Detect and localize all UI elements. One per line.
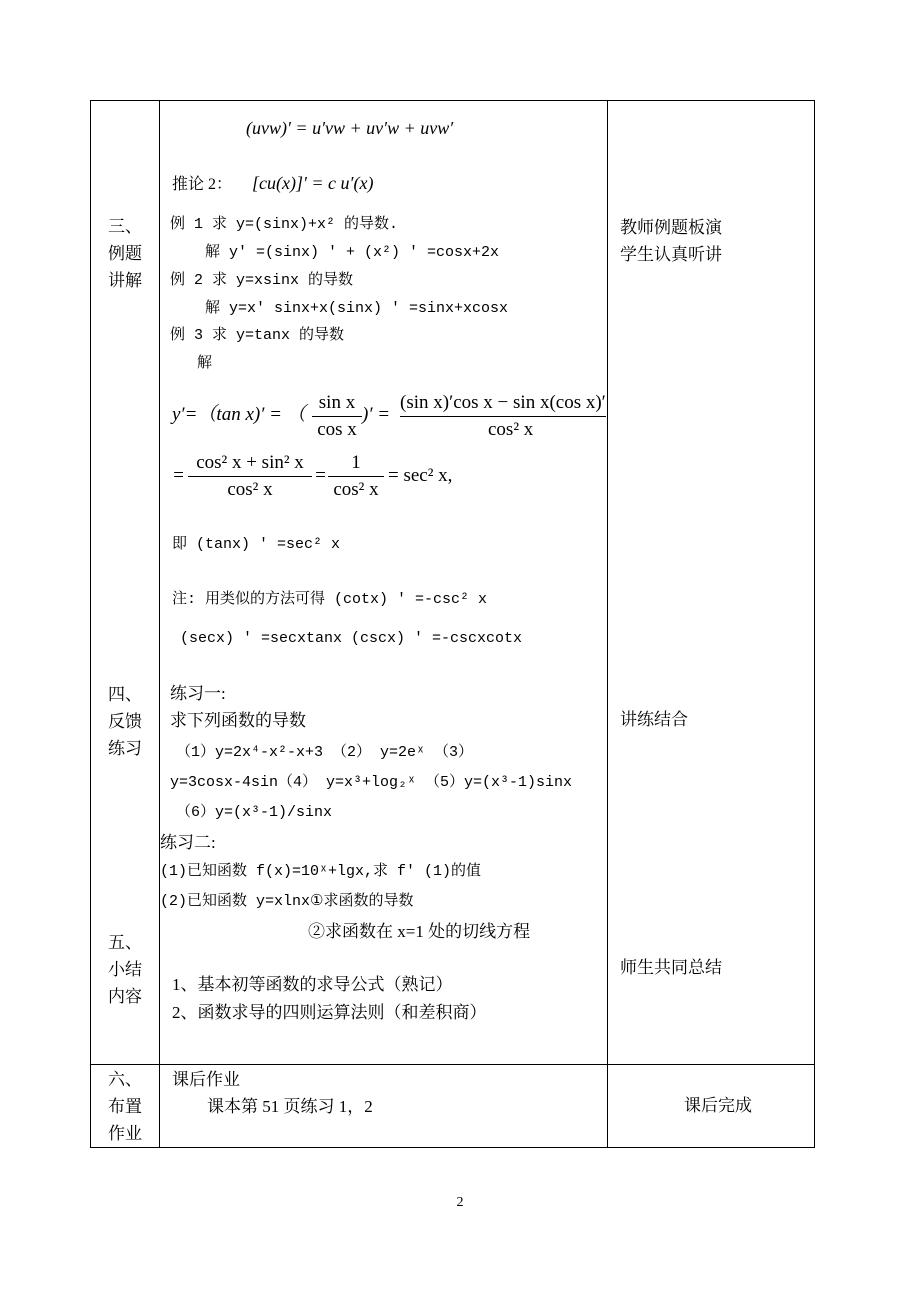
section-label-examples: 三、 例题 讲解 bbox=[108, 217, 142, 290]
fraction-sin-over-cos bbox=[312, 390, 362, 443]
fraction-denominator: cos² x bbox=[227, 479, 273, 500]
practice-1-title: 练习一: bbox=[170, 684, 226, 703]
corollary-label: 推论 2： bbox=[172, 176, 233, 193]
example-3: 例 3 求 y=tanx 的导数 bbox=[170, 327, 345, 344]
quotient-rule-fraction-clip bbox=[398, 380, 606, 450]
fraction-denominator: cos² x bbox=[488, 419, 534, 440]
practice-1-line-1: （1）y=2x⁴-x²-x+3 （2） y=2eˣ （3） bbox=[176, 744, 474, 761]
practice-2-question-2: (2)已知函数 y=xlnx①求函数的导数 bbox=[160, 893, 414, 910]
summary-item-2: 2、函数求导的四则运算法则（和差积商） bbox=[172, 1003, 487, 1022]
practice-2-title: 练习二: bbox=[160, 833, 216, 852]
column-divider-left bbox=[159, 100, 160, 1148]
fraction-pythagorean bbox=[188, 450, 312, 503]
page-number: 2 bbox=[456, 1195, 464, 1210]
section-label-practice: 四、 反馈 练习 bbox=[108, 685, 142, 758]
product-rule-formula: (uvw)′ = u′vw + uv′w + uvw′ bbox=[246, 118, 454, 138]
example-2-solution: 解 y=x′ sinx+x(sinx) ′ =sinx+xcosx bbox=[205, 300, 509, 317]
fraction-numerator: 1 bbox=[351, 452, 361, 473]
fraction-numerator: sin x bbox=[318, 392, 356, 413]
equals-sign: = bbox=[172, 465, 185, 486]
tan-conclusion: 即 (tanx) ′ =sec² x bbox=[172, 536, 341, 553]
note-sec-csc: (secx) ′ =secxtanx (cscx) ′ =-cscxcotx bbox=[180, 630, 523, 647]
example-3-solution-label: 解 bbox=[197, 355, 213, 372]
practice-1-intro: 求下列函数的导数 bbox=[170, 711, 306, 730]
homework-content: 课本第 51 页练习 1，2 bbox=[207, 1097, 373, 1116]
homework-title: 课后作业 bbox=[172, 1070, 240, 1089]
fraction-quotient-rule bbox=[400, 390, 606, 443]
example-1-solution: 解 y′ =(sinx) ′ + (x²) ′ =cosx+2x bbox=[205, 244, 500, 261]
practice-2-question-2b: ②求函数在 x=1 处的切线方程 bbox=[308, 922, 531, 941]
note-practice: 讲练结合 bbox=[620, 710, 688, 729]
fraction-denominator: cos x bbox=[317, 419, 357, 440]
corollary-formula: [cu(x)]′ = c u′(x) bbox=[252, 173, 374, 193]
row-divider bbox=[90, 1064, 815, 1065]
practice-1-line-2: y=3cosx-4sin（4） y=x³+log₂ˣ （5）y=(x³-1)sinx bbox=[170, 774, 573, 791]
practice-1-line-3: （6）y=(x³-1)/sinx bbox=[176, 804, 333, 821]
fraction-denominator: cos² x bbox=[333, 479, 379, 500]
example-1: 例 1 求 y=(sinx)+x² 的导数. bbox=[170, 216, 399, 233]
tan-derivative-lhs: y′=（tan x)′ = （ bbox=[172, 404, 306, 425]
section-label-homework: 六、 布置 作业 bbox=[108, 1070, 142, 1143]
column-divider-right bbox=[607, 100, 608, 1148]
fraction-numerator: cos² x + sin² x bbox=[196, 452, 304, 473]
fraction-one-over-cos-squared bbox=[328, 450, 384, 503]
fraction-numerator: (sin x)′cos x − sin x(cos x)′ bbox=[400, 392, 606, 413]
note-cot: 注: 用类似的方法可得 (cotx) ′ =-csc² x bbox=[172, 591, 488, 608]
section-label-summary: 五、 小结 内容 bbox=[108, 933, 142, 1006]
note-examples: 教师例题板演 学生认真听讲 bbox=[620, 218, 722, 264]
example-2: 例 2 求 y=xsinx 的导数 bbox=[170, 272, 354, 289]
summary-item-1: 1、基本初等函数的求导公式（熟记） bbox=[172, 975, 453, 994]
equals-sign-2: = bbox=[314, 465, 327, 486]
tan-derivative-tail: )′ = bbox=[362, 404, 391, 425]
tan-derivative-result: = sec² x, bbox=[388, 465, 453, 486]
note-homework: 课后完成 bbox=[684, 1096, 752, 1115]
practice-2-question-1: (1)已知函数 f(x)=10ˣ+lgx,求 f′ (1)的值 bbox=[160, 863, 482, 880]
note-summary: 师生共同总结 bbox=[620, 958, 722, 977]
